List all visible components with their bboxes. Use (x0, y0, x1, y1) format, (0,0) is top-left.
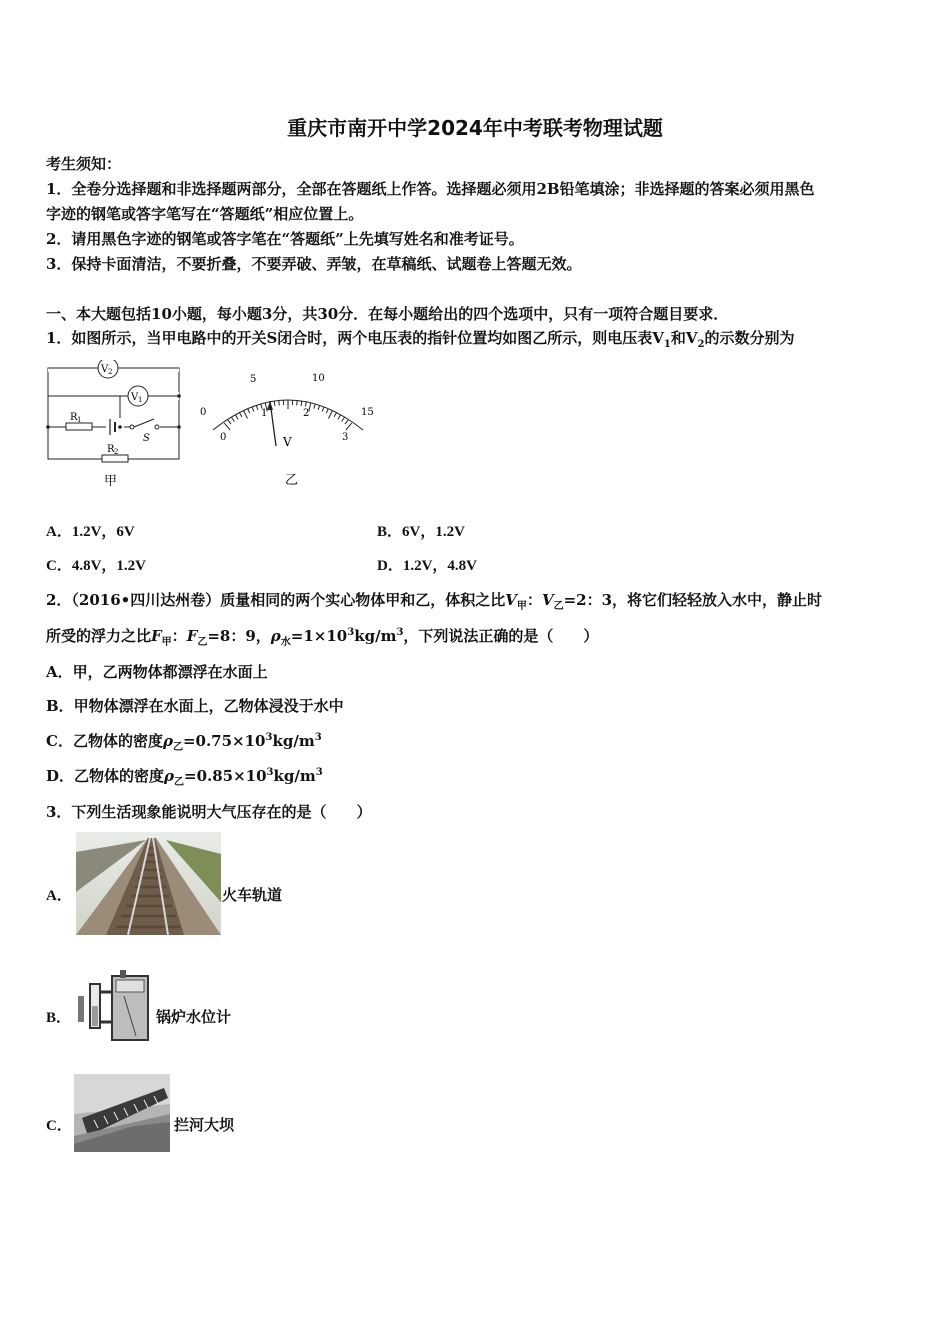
dial-tick (240, 413, 242, 417)
notice-heading: 考生须知： (46, 155, 122, 173)
dial-tick (228, 420, 231, 424)
q1-option-c[interactable]: C．4.8V，1.2V (46, 558, 146, 574)
railway-track-image (76, 832, 221, 935)
dial-tick (329, 410, 333, 418)
dial-tick (342, 417, 345, 421)
q1-option-a[interactable]: A．1.2V，6V (46, 524, 135, 540)
question-3-stem: 3．下列生活现象能说明大气压存在的是（ ） (46, 803, 372, 821)
r1-sub: 1 (77, 416, 82, 424)
q3-option-a-letter[interactable]: A． (46, 888, 72, 904)
notice-item-3: 3．保持卡面清洁，不要折叠，不要弄破、弄皱，在草稿纸、试题卷上答题无效。 (46, 255, 582, 273)
dial-tick (256, 405, 258, 410)
dial-tick (279, 400, 280, 405)
switch-label: S (143, 433, 150, 444)
figure-jia-caption: 甲 (104, 474, 118, 489)
r1-label: R (70, 412, 78, 423)
dial-tick (248, 409, 250, 414)
dial-tick (232, 417, 235, 421)
q3-option-c-letter[interactable]: C． (46, 1118, 72, 1134)
dial-tick (314, 404, 315, 409)
page-title: 重庆市南开中学2024年中考联考物理试题 (287, 116, 663, 140)
dial-bottom-label-3: 3 (342, 432, 349, 443)
q2-option-d[interactable]: D．乙物体的密度$\rho_乙=0.85\times 10^3kg/m^3$ (46, 767, 323, 788)
dial-tick (322, 407, 324, 412)
v1-label: V (131, 392, 139, 403)
dial-bottom-label-1: 1 (261, 408, 268, 419)
circuit-diagram (40, 360, 190, 490)
dial-tick (345, 420, 348, 424)
dial-tick (236, 415, 239, 419)
figure-yi-caption: 乙 (285, 473, 299, 488)
dial-bottom-label-2: 2 (303, 408, 310, 419)
dial-tick (297, 400, 298, 405)
dial-tick (274, 401, 275, 406)
dial-tick (346, 423, 352, 430)
dial-tick (334, 413, 336, 417)
q2-option-a[interactable]: A．甲，乙两物体都漂浮在水面上 (46, 663, 268, 681)
q1-option-b[interactable]: B．6V，1.2V (377, 524, 465, 540)
notice-item-2: 2．请用黑色字迹的钢笔或答字笔在“答题纸”上先填写姓名和准考证号。 (46, 230, 524, 248)
dial-tick (252, 407, 254, 412)
q3-option-a-caption: 火车轨道 (222, 886, 283, 904)
question-2-line-1: 2．（2016•四川达州卷）质量相同的两个实心物体甲和乙，体积之比$V_甲$：$V_乙=2$：3，将它们轻轻放入水中，静止时 (46, 591, 823, 612)
dial-top-label-10: 10 (312, 373, 325, 384)
section-heading: 一、本大题包括10小题，每小题3分，共30分．在每小题给出的四个选项中，只有一项符合题目要求． (46, 305, 729, 323)
notice-item-1-cont: 字迹的钢笔或答字笔写在“答题纸”相应位置上。 (46, 205, 364, 223)
river-dam-image (74, 1074, 170, 1152)
q3-option-c-caption: 拦河大坝 (174, 1116, 235, 1134)
question-1-stem: 1．如图所示，当甲电路中的开关S闭合时，两个电压表的指针位置均如图乙所示，则电压表$V_1$和$V_2$的示数分别为 (46, 329, 795, 350)
dial-tick (224, 423, 230, 430)
dial-tick (244, 410, 248, 418)
dial-top-zero: 0 (200, 407, 207, 418)
dial-bottom-zero: 0 (220, 432, 227, 443)
notice-item-1: 1．全卷分选择题和非选择题两部分，全部在答题纸上作答。选择题必须用2B铅笔填涂；非选择题的答案必须用黑色 (46, 180, 815, 198)
q2-option-b[interactable]: B．甲物体漂浮在水面上，乙物体浸没于水中 (46, 697, 344, 715)
dial-tick (338, 415, 341, 419)
v2-label: V (101, 364, 109, 375)
voltmeter-dial (195, 368, 385, 493)
dial-top-label-15: 15 (361, 407, 374, 418)
boiler-water-gauge-image (76, 966, 154, 1044)
dial-tick (305, 402, 306, 407)
v1-sub: 1 (138, 396, 143, 404)
q3-option-b-caption: 锅炉水位计 (156, 1008, 232, 1026)
r2-label: R (107, 444, 115, 455)
dial-tick (318, 405, 320, 410)
dial-tick (326, 409, 328, 414)
r2-sub: 2 (114, 448, 119, 456)
q1-option-d[interactable]: D．1.2V，4.8V (377, 558, 477, 574)
dial-unit: V (283, 435, 292, 449)
v2-sub: 2 (108, 368, 113, 376)
dial-top-label-5: 5 (250, 374, 257, 385)
dial-tick (301, 401, 302, 406)
q2-option-c[interactable]: C．乙物体的密度$\rho_乙=0.75\times 10^3kg/m^3$ (46, 732, 322, 753)
q3-option-b-letter[interactable]: B． (46, 1010, 72, 1026)
question-2-line-2: 所受的浮力之比$F_甲$：$F_乙=8$：9，$\rho_水=1\times 10^3kg/m^3$，下列说法正确的是（ ） (46, 627, 599, 648)
